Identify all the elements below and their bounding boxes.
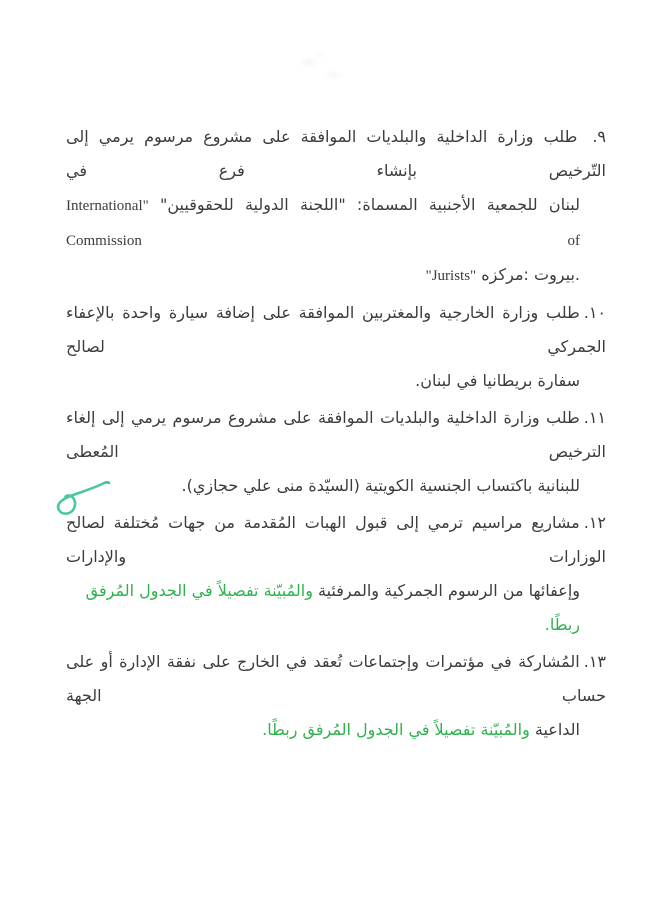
text-segment: مركزه: [481,265,529,284]
latin-text: "Jurists" [425,268,477,284]
item-number: ١٣. [583,652,606,671]
text-segment: مشاريع مراسيم ترمي إلى قبول الهبات المُقدمة من جهات مُختلفة لصالح الوزارات والإدارات [66,513,606,566]
latin-text: "International Commission of [66,198,580,249]
text-segment: بيروت. [534,265,580,284]
text-line [66,574,606,642]
text-segment: المُشاركة في مؤتمرات وإجتماعات تُعقد في الخارج على نفقة الإدارة أو على حساب الجهة [66,652,606,705]
text-segment: وإعفائها من الرسوم الجمركية والمرفئية [312,581,580,600]
text-line [66,188,606,258]
highlighted-text: والمُبيّنة تفصيلاً في الجدول المُرفق ربطًا. [262,720,530,739]
decree-item [66,506,606,642]
item-number: ١١. [583,408,606,427]
text-block [66,120,606,750]
text-segment: سفارة بريطانيا في لبنان. [415,371,580,390]
text-segment: طلب وزارة الداخلية والبلديات الموافقة على مشروع مرسوم يرمي إلى التّرخيص بإنشاء فرع في [66,127,606,180]
text-segment: طلب وزارة الداخلية والبلديات الموافقة على مشروع مرسوم يرمي إلى إلغاء الترخيص المُعطى [66,408,606,461]
text-segment: لبنان للجمعية الأجنبية المسماة: "اللجنة الدولية للحقوقيين" [148,195,580,214]
text-segment: طلب وزارة الخارجية والمغتربين الموافقة على إضافة سيارة واحدة بالإعفاء الجمركي لصالح [66,303,606,356]
item-number: ٩. [592,127,606,146]
text-line [66,469,606,503]
text-line [66,713,606,747]
decree-item [66,645,606,747]
green-pen-squiggle [52,476,114,520]
decree-item [66,401,606,503]
text-line [66,401,606,469]
text-line [66,364,606,398]
decree-item [66,296,606,398]
text-line [66,645,606,713]
text-segment: الداعية [529,720,580,739]
decree-item [66,120,606,293]
text-segment: للبنانية باكتساب الجنسية الكويتية (السيّدة منى علي حجازي). [181,476,580,495]
text-line [66,506,606,574]
text-line [66,296,606,364]
item-number: ١٠. [583,303,606,322]
item-number: ١٢. [583,513,606,532]
text-line [66,120,606,188]
faint-scan-smudge [288,48,358,84]
highlighted-text: والمُبيّنة تفصيلاً في الجدول المُرفق ربطًا. [85,581,580,634]
text-line [66,258,606,293]
